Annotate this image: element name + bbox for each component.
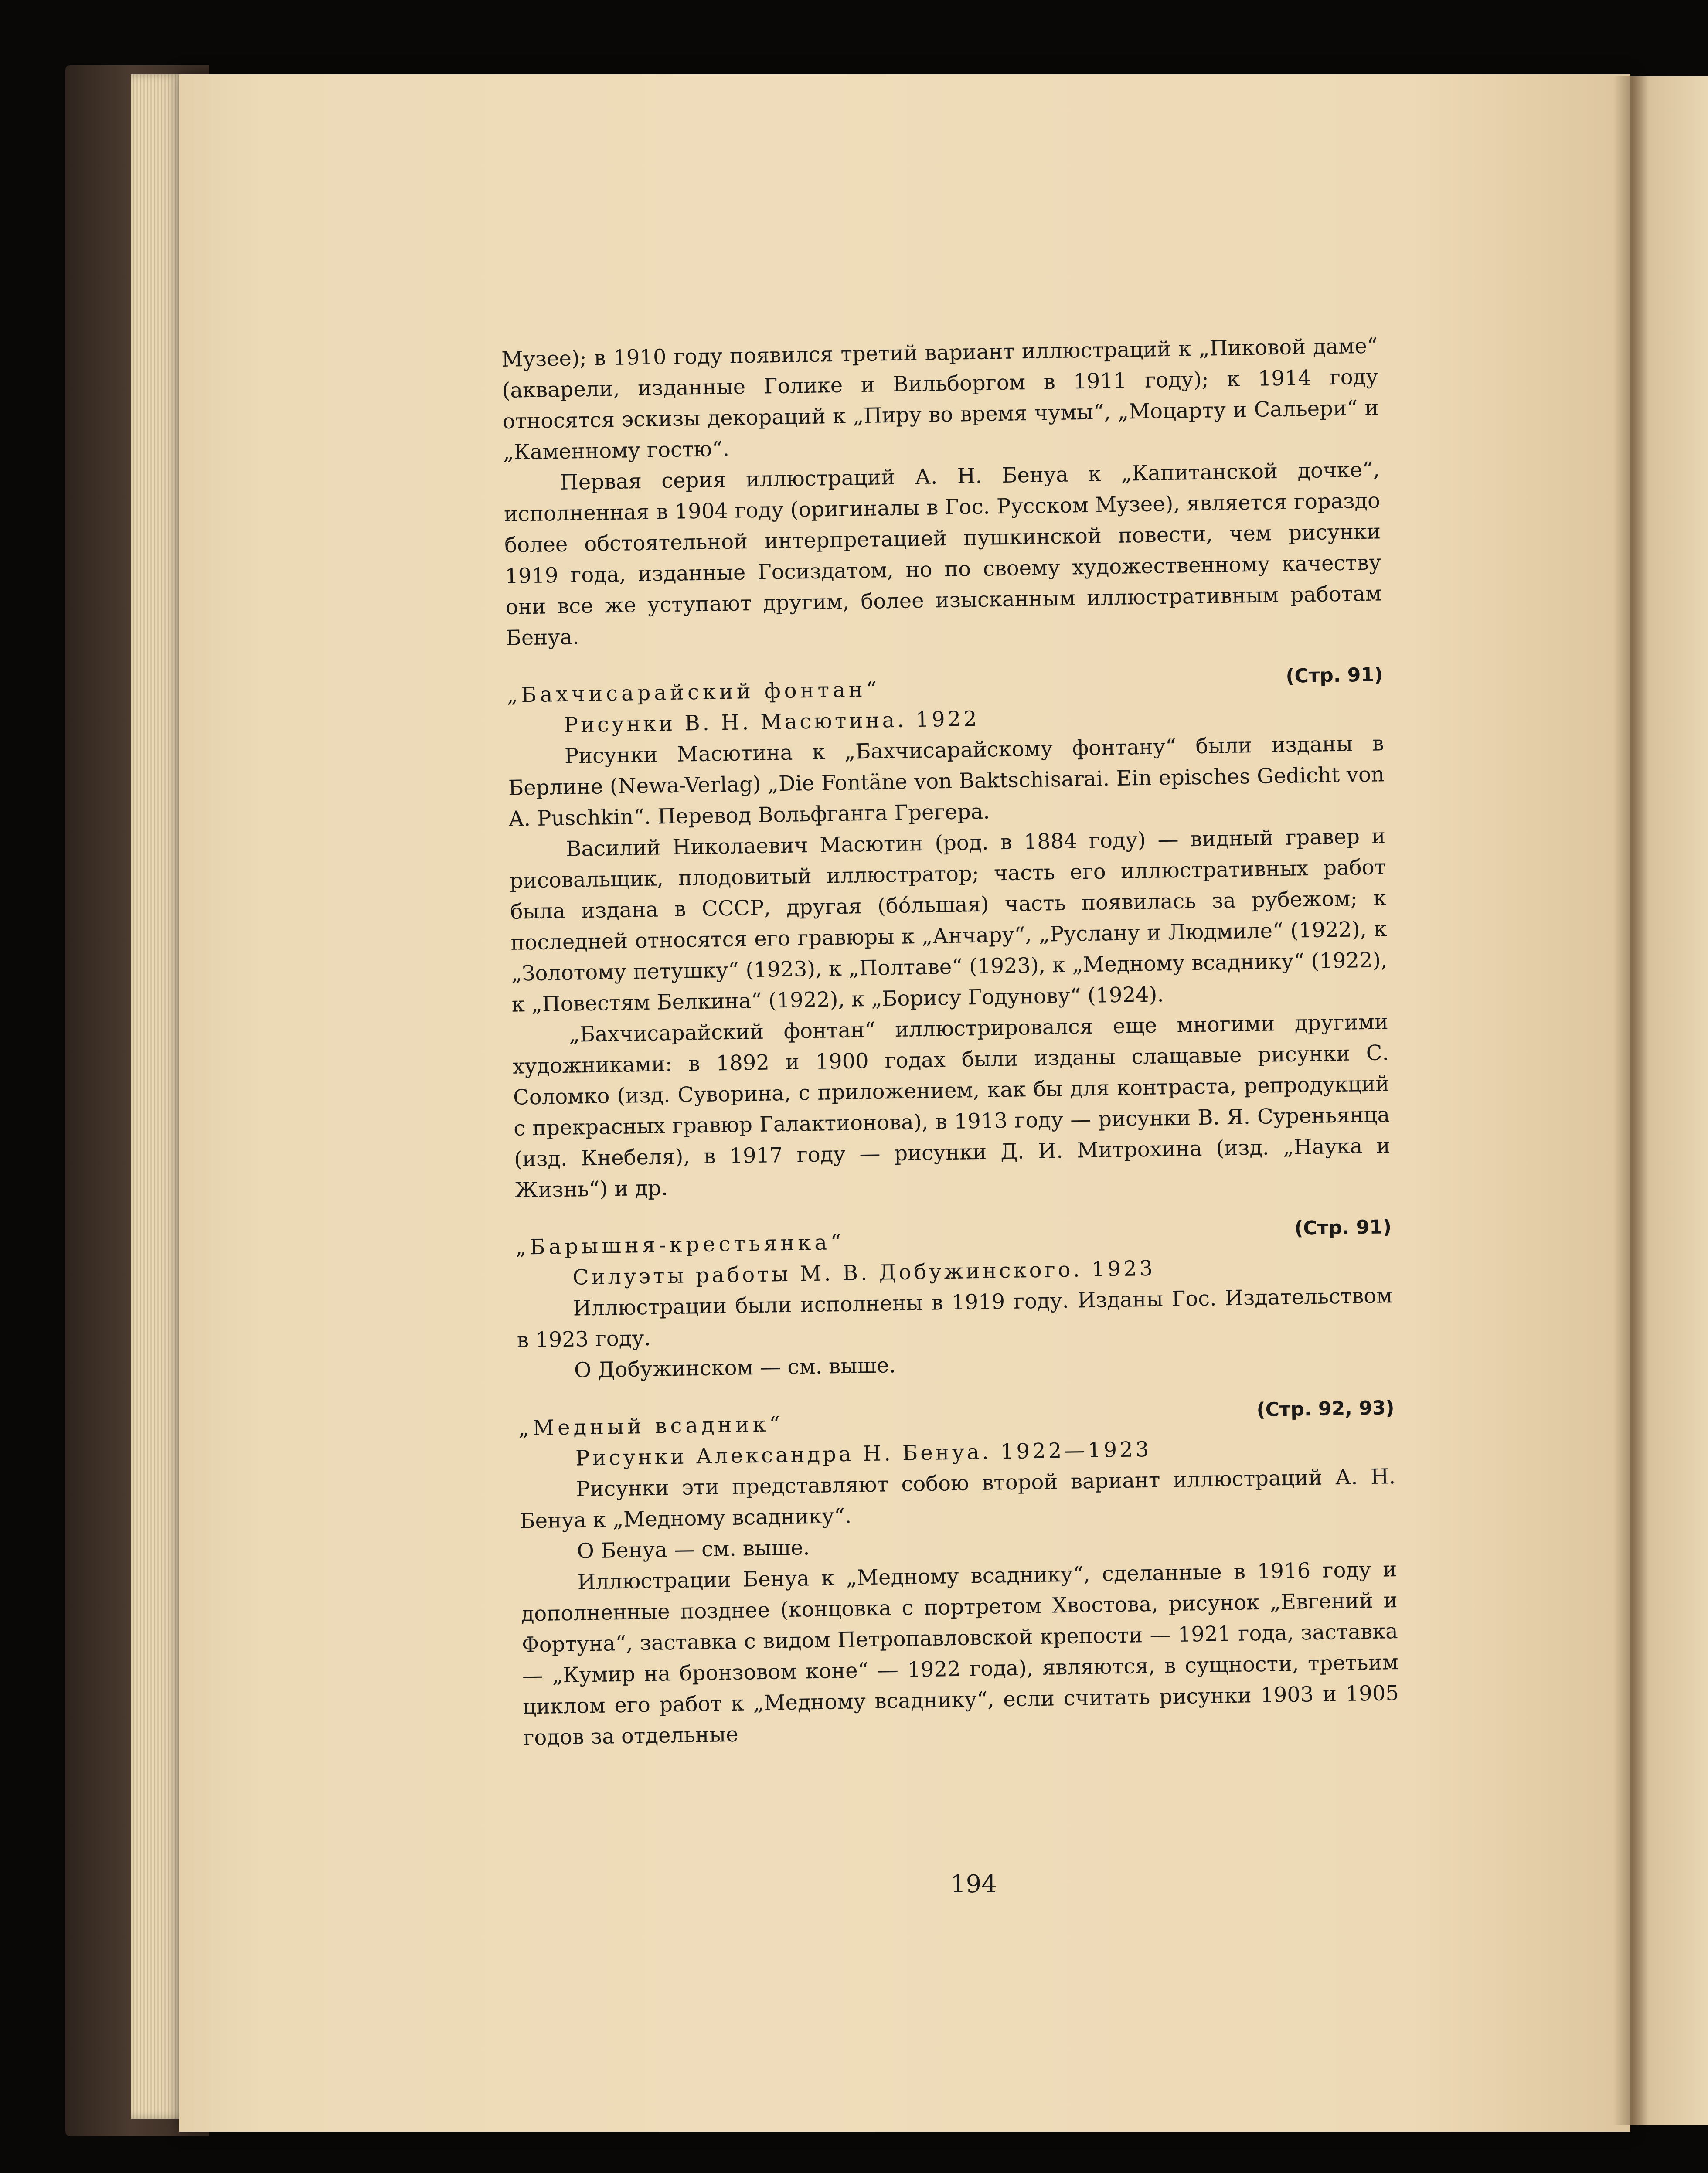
paragraph: Василий Николаевич Масютин (род. в 1884 году) — видный гравер и рисовальщик, плодовитый иллюстратор; часть его иллюстративных работ была издана в СССР, другая (бóльшая) часть появилась за рубежом; к последней относятся его гравюры к „Анчару“, „Руслану и Людмиле“ (1922), к „Золотому петушку“ (1923), к „Полтаве“ (1923), к „Медному всаднику“ (1922), к „Повестям Белкина“ (1922), к „Борису Годунову“ (1924).	[509, 824, 1388, 1017]
paragraph: Иллюстрации Бенуа к „Медному всаднику“, сделанные в 1916 году и дополненные позднее (концовка с портретом Хвостова, рисунок „Евгений и Фортуна“, заставка с видом Петропавловской крепости — 1921 года, заставка — „Кумир на бронзовом коне“ — 1922 года), являются, в сущности, третьим циклом его работ к „Медному всаднику“, если считать рисунки 1903 и 1905 годов за отдельные	[521, 1557, 1399, 1750]
paragraph: Рисунки эти представляют собою второй вариант иллюстраций А. Н. Бенуа к „Медному всаднику“.	[519, 1464, 1396, 1534]
paragraph: Музее); в 1910 году появился третий вариант иллюстраций к „Пиковой даме“ (акварели, изданные Голике и Вильборгом в 1911 году); к 1914 году относятся эскизы декораций к „Пиру во время чумы“, „Моцарту и Сальери“ и „Каменному гостю“.	[501, 333, 1379, 465]
paragraph: Рисунки Масютина к „Бахчисарайскому фонтану“ были изданы в Берлине (Newa-Verlag) „Die Fontäne von Baktschisarai. Ein episches Gedicht von A. Puschkin“. Перевод Вольфганга Грегера.	[508, 731, 1385, 831]
section-title: „Бахчисарайский фонтан“	[507, 677, 881, 707]
paragraph: Иллюстрации были исполнены в 1919 году. Изданы Гос. Издательством в 1923 году.	[517, 1283, 1393, 1353]
section-subtitle: Рисунки В. Н. Масютина. 1922	[564, 706, 980, 738]
paragraph: Первая серия иллюстраций А. Н. Бенуа к „Капитанской дочке“, исполненная в 1904 году (оригиналы в Гос. Русском Музее), является гораздо более обстоятельной интерпретацией пушкинской повести, чем рисунки 1919 года, изданные Госиздатом, но по своему художественному качеству они все же уступают другим, более изысканным иллюстративным работам Бенуа.	[504, 457, 1382, 650]
section-title: „Барышня-крестьянка“	[515, 1230, 845, 1260]
section-subtitle: Силуэты работы М. В. Добужинского. 1923	[572, 1256, 1156, 1290]
paragraph: О Бенуа — см. выше.	[577, 1535, 810, 1564]
page-number: 194	[950, 1870, 997, 1898]
page-reference: (Стр. 91)	[1285, 663, 1383, 687]
paragraph: О Добужинском — см. выше.	[574, 1353, 896, 1383]
gutter-shadow	[1613, 76, 1648, 2125]
page-text	[501, 330, 1400, 1753]
section-subtitle: Рисунки Александра Н. Бенуа. 1922—1923	[575, 1437, 1152, 1471]
page-reference: (Стр. 91)	[1294, 1216, 1392, 1240]
section-title: „Медный всадник“	[518, 1412, 784, 1441]
paragraph: „Бахчисарайский фонтан“ иллюстрировался еще многими другими художниками: в 1892 и 1900 годах были изданы слащавые рисунки С. Соломко (изд. Суворина, с приложением, как бы для контраста, репродукций с прекрасных гравюр Галактионова), в 1913 году — рисунки В. Я. Суреньянца (изд. Кнебеля), в 1917 году — рисунки Д. И. Митрохина (изд. „Наука и Жизнь“) и др.	[512, 1010, 1391, 1203]
page-reference: (Стр. 92, 93)	[1256, 1397, 1395, 1421]
